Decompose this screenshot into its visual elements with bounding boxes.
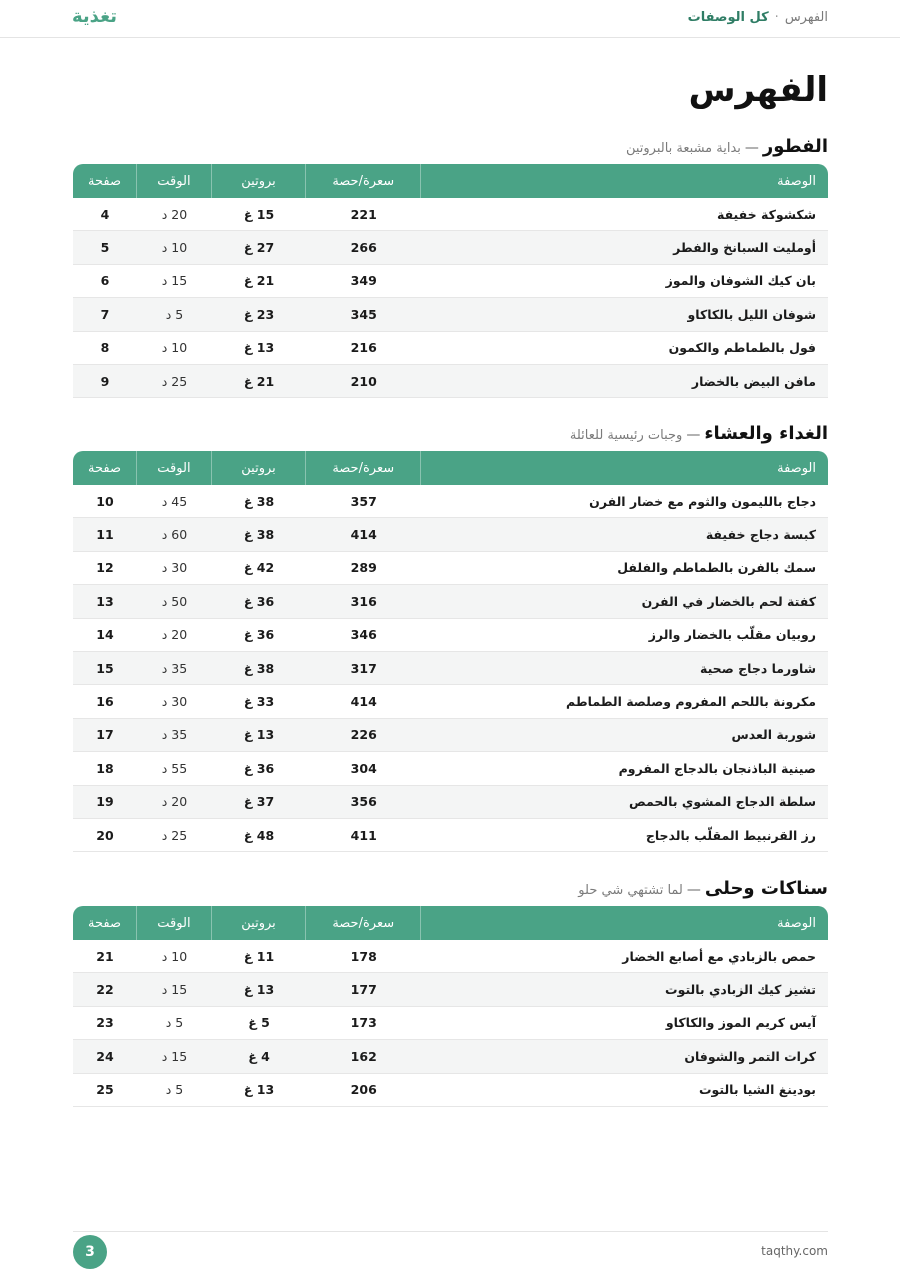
column-header-time: الوقت (137, 451, 212, 485)
recipe-time: 60 د (137, 518, 212, 551)
recipe-name: شكشوكة خفيفة (421, 198, 828, 231)
column-header-page: صفحة (73, 164, 137, 198)
table-row[interactable] (73, 652, 828, 685)
recipe-time: 20 د (137, 619, 212, 652)
recipe-page: 18 (73, 752, 137, 785)
recipe-protein: 36 غ (212, 619, 306, 652)
recipe-protein: 48 غ (212, 819, 306, 852)
table-row[interactable] (73, 619, 828, 652)
section-heading (73, 878, 828, 906)
recipe-page: 5 (73, 231, 137, 264)
breadcrumb (688, 10, 828, 25)
page-title: الفهرس (688, 70, 828, 110)
table-row[interactable] (73, 940, 828, 973)
recipe-protein: 38 غ (212, 652, 306, 685)
table-row[interactable] (73, 1040, 828, 1073)
column-header-protein: بروتين (212, 906, 306, 940)
breadcrumb-home[interactable]: الفهرس (784, 10, 828, 25)
top-bar (0, 0, 900, 38)
recipe-time: 50 د (137, 585, 212, 618)
column-header-time: الوقت (137, 906, 212, 940)
section-breakfast (73, 136, 828, 398)
recipe-calories: 162 (306, 1040, 421, 1073)
recipe-name: شوربة العدس (421, 719, 828, 752)
recipe-calories: 206 (306, 1074, 421, 1107)
recipe-page: 23 (73, 1007, 137, 1040)
recipe-calories: 356 (306, 786, 421, 819)
recipe-time: 5 د (137, 298, 212, 331)
recipe-time: 15 د (137, 265, 212, 298)
recipe-protein: 38 غ (212, 485, 306, 518)
recipe-table (73, 906, 828, 1107)
recipe-table (73, 164, 828, 398)
recipe-page: 25 (73, 1074, 137, 1107)
table-row[interactable] (73, 231, 828, 264)
section-lunch-dinner (73, 423, 828, 852)
table-header (73, 451, 828, 485)
recipe-page: 19 (73, 786, 137, 819)
recipe-protein: 4 غ (212, 1040, 306, 1073)
table-row[interactable] (73, 332, 828, 365)
recipe-calories: 173 (306, 1007, 421, 1040)
recipe-time: 25 د (137, 365, 212, 398)
recipe-page: 24 (73, 1040, 137, 1073)
recipe-name: روبيان مقلّب بالخضار والرز (421, 619, 828, 652)
table-row[interactable] (73, 485, 828, 518)
recipe-name: بودينغ الشيا بالتوت (421, 1074, 828, 1107)
column-header-calories: سعرة/حصة (306, 451, 421, 485)
column-header-calories: سعرة/حصة (306, 906, 421, 940)
breadcrumb-separator: · (774, 10, 779, 25)
recipe-protein: 11 غ (212, 940, 306, 973)
recipe-protein: 37 غ (212, 786, 306, 819)
recipe-calories: 357 (306, 485, 421, 518)
recipe-protein: 15 غ (212, 198, 306, 231)
recipe-time: 55 د (137, 752, 212, 785)
recipe-calories: 346 (306, 619, 421, 652)
column-header-protein: بروتين (212, 451, 306, 485)
section-title: سناكات وحلى (704, 878, 828, 899)
recipe-name: كرات التمر والشوفان (421, 1040, 828, 1073)
recipe-calories: 317 (306, 652, 421, 685)
table-header (73, 906, 828, 940)
table-row[interactable] (73, 1074, 828, 1107)
recipe-calories: 345 (306, 298, 421, 331)
recipe-time: 25 د (137, 819, 212, 852)
section-subtitle: وجبات رئيسية للعائلة (569, 428, 683, 443)
recipe-page: 10 (73, 485, 137, 518)
recipe-page: 11 (73, 518, 137, 551)
column-header-page: صفحة (73, 906, 137, 940)
recipe-calories: 221 (306, 198, 421, 231)
recipe-page: 16 (73, 685, 137, 718)
section-subtitle: بداية مشبعة بالبروتين (625, 141, 741, 156)
section-title: الفطور (762, 136, 828, 157)
recipe-calories: 266 (306, 231, 421, 264)
table-body (73, 485, 828, 852)
recipe-time: 10 د (137, 940, 212, 973)
column-header-time: الوقت (137, 164, 212, 198)
table-row[interactable] (73, 685, 828, 718)
recipe-protein: 13 غ (212, 332, 306, 365)
recipe-name: بان كيك الشوفان والموز (421, 265, 828, 298)
recipe-time: 45 د (137, 485, 212, 518)
recipe-calories: 349 (306, 265, 421, 298)
recipe-protein: 21 غ (212, 265, 306, 298)
recipe-name: سلطة الدجاج المشوي بالحمص (421, 786, 828, 819)
recipe-name: أومليت السبانخ والفطر (421, 231, 828, 264)
section-dash: — (686, 427, 701, 443)
recipe-name: سمك بالفرن بالطماطم والفلفل (421, 552, 828, 585)
recipe-time: 5 د (137, 1074, 212, 1107)
recipe-name: شاورما دجاج صحية (421, 652, 828, 685)
recipe-protein: 13 غ (212, 719, 306, 752)
section-dash: — (744, 140, 759, 156)
recipe-name: كبسة دجاج خفيفة (421, 518, 828, 551)
table-row[interactable] (73, 518, 828, 551)
recipe-page: 8 (73, 332, 137, 365)
table-header (73, 164, 828, 198)
recipe-time: 20 د (137, 198, 212, 231)
recipe-protein: 23 غ (212, 298, 306, 331)
recipe-name: دجاج بالليمون والثوم مع خضار الفرن (421, 485, 828, 518)
recipe-protein: 38 غ (212, 518, 306, 551)
recipe-time: 5 د (137, 1007, 212, 1040)
recipe-calories: 316 (306, 585, 421, 618)
column-header-name: الوصفة (421, 906, 828, 940)
recipe-protein: 13 غ (212, 973, 306, 1006)
recipe-time: 30 د (137, 685, 212, 718)
recipe-page: 21 (73, 940, 137, 973)
recipe-time: 10 د (137, 231, 212, 264)
recipe-page: 7 (73, 298, 137, 331)
section-snacks (73, 878, 828, 1107)
recipe-name: مافن البيض بالخضار (421, 365, 828, 398)
section-title: الغداء والعشاء (704, 423, 828, 444)
recipe-calories: 289 (306, 552, 421, 585)
recipe-table (73, 451, 828, 852)
section-dash: — (686, 882, 701, 898)
recipe-protein: 42 غ (212, 552, 306, 585)
recipe-calories: 177 (306, 973, 421, 1006)
recipe-time: 35 د (137, 652, 212, 685)
column-header-page: صفحة (73, 451, 137, 485)
column-header-name: الوصفة (421, 451, 828, 485)
recipe-protein: 36 غ (212, 585, 306, 618)
recipe-name: فول بالطماطم والكمون (421, 332, 828, 365)
recipe-page: 13 (73, 585, 137, 618)
recipe-time: 30 د (137, 552, 212, 585)
recipe-name: كفتة لحم بالخضار في الفرن (421, 585, 828, 618)
table-body (73, 940, 828, 1107)
table-row[interactable] (73, 719, 828, 752)
recipe-calories: 304 (306, 752, 421, 785)
table-row[interactable] (73, 585, 828, 618)
recipe-calories: 411 (306, 819, 421, 852)
table-row[interactable] (73, 298, 828, 331)
recipe-page: 9 (73, 365, 137, 398)
recipe-protein: 13 غ (212, 1074, 306, 1107)
column-header-name: الوصفة (421, 164, 828, 198)
section-heading (73, 423, 828, 451)
brand-logo[interactable]: تغذية (72, 6, 117, 27)
recipe-name: حمص بالزبادي مع أصابع الخضار (421, 940, 828, 973)
recipe-page: 17 (73, 719, 137, 752)
recipe-protein: 36 غ (212, 752, 306, 785)
recipe-name: تشيز كيك الزبادي بالتوت (421, 973, 828, 1006)
recipe-calories: 414 (306, 518, 421, 551)
column-header-protein: بروتين (212, 164, 306, 198)
section-subtitle: لما تشتهي شي حلو (578, 883, 683, 898)
site-url[interactable]: taqthy.com (761, 1244, 828, 1258)
recipe-name: مكرونة باللحم المفروم وصلصة الطماطم (421, 685, 828, 718)
recipe-protein: 33 غ (212, 685, 306, 718)
recipe-time: 10 د (137, 332, 212, 365)
recipe-time: 15 د (137, 1040, 212, 1073)
table-row[interactable] (73, 786, 828, 819)
table-row[interactable] (73, 752, 828, 785)
recipe-page: 20 (73, 819, 137, 852)
table-row[interactable] (73, 1007, 828, 1040)
recipe-time: 15 د (137, 973, 212, 1006)
recipe-protein: 5 غ (212, 1007, 306, 1040)
recipe-time: 20 د (137, 786, 212, 819)
recipe-page: 15 (73, 652, 137, 685)
recipe-time: 35 د (137, 719, 212, 752)
recipe-page: 14 (73, 619, 137, 652)
recipe-calories: 226 (306, 719, 421, 752)
recipe-calories: 178 (306, 940, 421, 973)
table-row[interactable] (73, 552, 828, 585)
recipe-page: 4 (73, 198, 137, 231)
recipe-page: 12 (73, 552, 137, 585)
table-row[interactable] (73, 265, 828, 298)
table-row[interactable] (73, 198, 828, 231)
section-heading (73, 136, 828, 164)
table-body (73, 198, 828, 398)
recipe-calories: 210 (306, 365, 421, 398)
breadcrumb-current: كل الوصفات (687, 10, 769, 25)
footer-divider (73, 1231, 828, 1232)
recipe-protein: 27 غ (212, 231, 306, 264)
recipe-page: 22 (73, 973, 137, 1006)
recipe-name: شوفان الليل بالكاكاو (421, 298, 828, 331)
recipe-name: رز القرنبيط المقلّب بالدجاج (421, 819, 828, 852)
column-header-calories: سعرة/حصة (306, 164, 421, 198)
recipe-name: آيس كريم الموز والكاكاو (421, 1007, 828, 1040)
recipe-calories: 414 (306, 685, 421, 718)
table-row[interactable] (73, 819, 828, 852)
recipe-page: 6 (73, 265, 137, 298)
page-number-badge: 3 (73, 1235, 107, 1269)
recipe-calories: 216 (306, 332, 421, 365)
table-row[interactable] (73, 365, 828, 398)
recipe-protein: 21 غ (212, 365, 306, 398)
table-row[interactable] (73, 973, 828, 1006)
recipe-name: صينية الباذنجان بالدجاج المفروم (421, 752, 828, 785)
